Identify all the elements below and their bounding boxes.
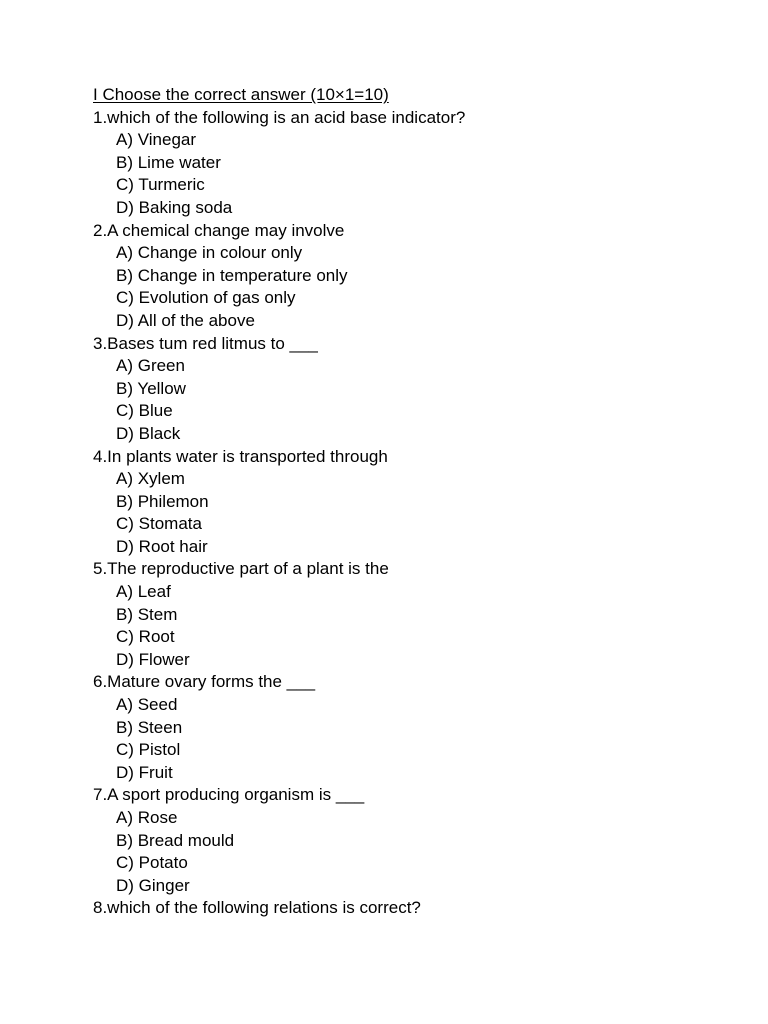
question-1-option-d: D) Baking soda bbox=[116, 197, 233, 217]
question-6-option-d: D) Fruit bbox=[116, 762, 173, 782]
question-1-option-a: A) Vinegar bbox=[116, 130, 197, 150]
question-5-text: 5.The reproductive part of a plant is the bbox=[93, 559, 389, 579]
section-heading: I Choose the correct answer (10×1=10) bbox=[93, 85, 389, 104]
question-2-text: 2.A chemical change may involve bbox=[93, 220, 345, 240]
question-7-option-b: B) Bread mould bbox=[116, 830, 235, 850]
question-list bbox=[93, 84, 733, 920]
question-6-option-b: B) Steen bbox=[116, 717, 183, 737]
question-2-option-b: B) Change in temperature only bbox=[116, 265, 348, 285]
question-3-text: 3.Bases tum red litmus to ___ bbox=[93, 333, 318, 353]
question-7-option-d: D) Ginger bbox=[116, 875, 190, 895]
question-2-option-c: C) Evolution of gas only bbox=[116, 288, 296, 308]
question-7-option-a: A) Rose bbox=[116, 808, 178, 827]
question-4-option-a: A) Xylem bbox=[116, 469, 185, 489]
question-5-option-a: A) Leaf bbox=[116, 582, 171, 602]
question-4-option-b: B) Philemon bbox=[116, 491, 209, 511]
question-3-option-a: A) Green bbox=[116, 356, 185, 376]
question-1-option-c: C) Turmeric bbox=[116, 175, 205, 195]
question-4-text: 4.In plants water is transported through bbox=[93, 446, 388, 466]
question-7-text: 7.A sport producing organism is ___ bbox=[93, 785, 365, 805]
question-3-option-d: D) Black bbox=[116, 423, 181, 443]
question-2-option-d: D) All of the above bbox=[116, 310, 255, 330]
question-5-option-d: D) Flower bbox=[116, 649, 190, 669]
question-6-text: 6.Mature ovary forms the ___ bbox=[93, 672, 316, 692]
question-5-option-c: C) Root bbox=[116, 627, 175, 647]
question-7-option-c: C) Potato bbox=[116, 853, 188, 873]
question-2-option-a: A) Change in colour only bbox=[116, 243, 303, 263]
question-6-option-a: A) Seed bbox=[116, 695, 178, 715]
question-4-option-c: C) Stomata bbox=[116, 514, 202, 534]
question-6-option-c: C) Pistol bbox=[116, 740, 181, 760]
question-3-option-c: C) Blue bbox=[116, 401, 173, 421]
question-1-text: 1.which of the following is an acid base indicator? bbox=[93, 107, 466, 127]
question-1-option-b: B) Lime water bbox=[116, 152, 221, 172]
question-8-text: 8.which of the following relations is correct? bbox=[93, 898, 421, 918]
question-5-option-b: B) Stem bbox=[116, 604, 178, 624]
question-4-option-d: D) Root hair bbox=[116, 536, 208, 556]
question-3-option-b: B) Yellow bbox=[116, 378, 186, 398]
